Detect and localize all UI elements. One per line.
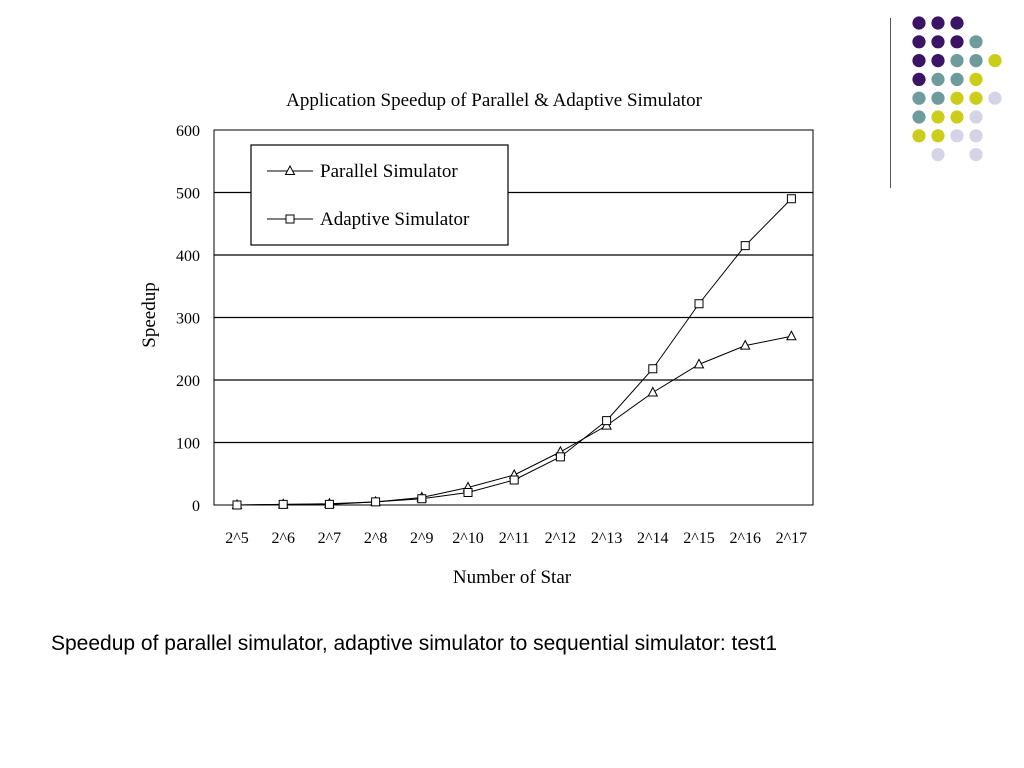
legend-label: Adaptive Simulator [320, 209, 470, 230]
x-axis-tick-labels [225, 530, 807, 547]
x-tick-label: 2^15 [683, 530, 715, 547]
x-tick-label: 2^8 [363, 530, 388, 547]
x-tick-label: 2^11 [498, 530, 530, 547]
x-tick-label: 2^10 [452, 530, 484, 547]
data-point-adaptive-simulator [233, 501, 241, 509]
y-tick-label: 100 [176, 435, 200, 453]
data-point-adaptive-simulator [418, 495, 426, 503]
x-tick-label: 2^12 [544, 530, 577, 547]
x-tick-label: 2^7 [317, 530, 342, 547]
data-point-adaptive-simulator [372, 498, 380, 506]
data-point-parallel-simulator [787, 331, 796, 340]
x-tick-label: 2^17 [775, 530, 808, 547]
chart-title: Application Speedup of Parallel & Adaptive Simulator [286, 90, 702, 111]
y-tick-label: 400 [176, 248, 200, 265]
x-tick-label: 2^6 [271, 530, 295, 547]
slide-caption: Speedup of parallel simulator, adaptive simulator to sequential simulator: test1 [51, 632, 778, 655]
legend-marker [286, 215, 294, 223]
y-tick-label: 200 [176, 373, 200, 390]
y-axis-tick-labels [176, 123, 200, 515]
x-tick-label: 2^16 [729, 530, 761, 547]
y-tick-label: 500 [176, 185, 200, 203]
data-point-adaptive-simulator [603, 417, 611, 425]
y-tick-label: 300 [176, 310, 200, 328]
data-point-parallel-simulator [648, 388, 657, 397]
data-point-adaptive-simulator [741, 242, 749, 250]
y-tick-label: 600 [176, 123, 200, 140]
x-tick-label: 2^5 [225, 530, 249, 547]
data-point-adaptive-simulator [464, 489, 472, 497]
legend-box [251, 145, 508, 245]
data-point-adaptive-simulator [325, 500, 333, 508]
y-axis-label: Speedup [139, 282, 160, 348]
data-point-adaptive-simulator [510, 476, 518, 484]
y-tick-label: 0 [192, 498, 200, 515]
data-point-adaptive-simulator [649, 365, 657, 373]
legend-label: Parallel Simulator [320, 161, 458, 182]
data-point-adaptive-simulator [695, 300, 703, 308]
x-tick-label: 2^14 [637, 530, 669, 547]
x-axis-label: Number of Star [452, 567, 572, 588]
x-tick-label: 2^13 [590, 530, 623, 547]
x-tick-label: 2^9 [410, 530, 434, 547]
data-point-adaptive-simulator [787, 195, 795, 203]
chart-legend [251, 145, 508, 245]
data-point-adaptive-simulator [556, 453, 564, 461]
data-point-adaptive-simulator [279, 500, 287, 508]
